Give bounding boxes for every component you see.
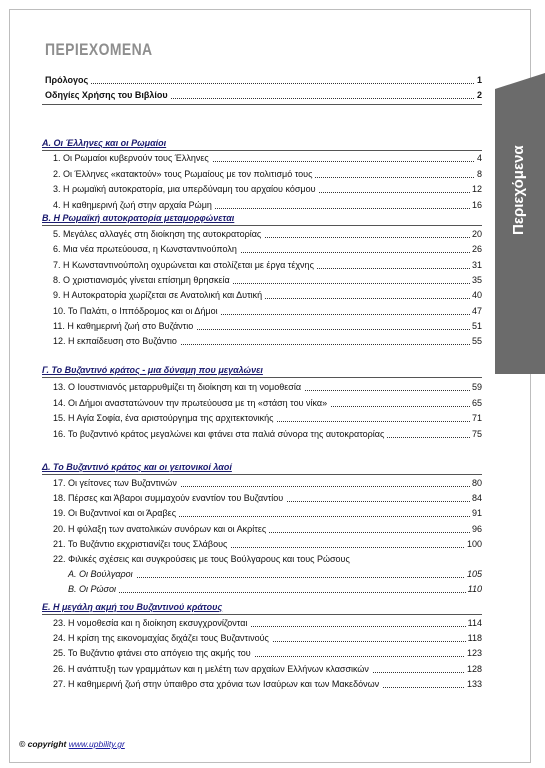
copyright-notice xyxy=(19,739,125,749)
toc-entry-label: 13. Ο Ιουστινιανός μεταρρυθμίζει τη διοίκηση και τη νομοθεσία xyxy=(53,381,304,394)
toc-page-number: 1 xyxy=(476,75,482,85)
toc-page-number: 59 xyxy=(471,382,482,392)
toc-entry[interactable] xyxy=(53,259,482,272)
toc-entry-label: 22. Φιλικές σχέσεις και συγκρούσεις με τους Βούλγαρους και τους Ρώσους xyxy=(53,553,353,566)
toc-page-number: 2 xyxy=(476,90,482,100)
toc-entry-label: Οδηγίες Χρήσης του Βιβλίου xyxy=(45,89,171,102)
toc-entry[interactable] xyxy=(45,74,482,87)
toc-entry[interactable] xyxy=(53,168,482,181)
toc-entry-label: 17. Οι γείτονες των Βυζαντινών xyxy=(53,477,180,490)
toc-page-number: 31 xyxy=(471,259,482,270)
toc-page-number: 80 xyxy=(471,478,482,488)
toc-entry[interactable] xyxy=(53,477,482,490)
toc-entry[interactable] xyxy=(53,663,482,676)
toc-sub-entry[interactable] xyxy=(68,568,482,581)
toc-page-number: 84 xyxy=(471,493,482,504)
section-heading: Γ. Το Βυζαντινό κράτος - μια δύναμη που μεγαλώνει xyxy=(42,365,263,375)
toc-entry-label: 20. Η φύλαξη των ανατολικών συνόρων και οι Ακρίτες xyxy=(53,523,269,536)
toc-page-number: 75 xyxy=(471,428,482,439)
toc-entry-label: 26. Η ανάπτυξη των γραμμάτων και η μελέτη των αρχαίων Ελλήνων κλασσικών xyxy=(53,663,372,676)
section-heading: Ε. Η μεγάλη ακμή του Βυζαντινού κράτους xyxy=(42,602,223,612)
toc-entry[interactable] xyxy=(53,647,482,660)
toc-page-number: 91 xyxy=(471,508,482,519)
toc-entry[interactable] xyxy=(53,381,482,394)
toc-entry-label: 10. Το Παλάτι, ο Ιππόδρομος και οι Δήμοι xyxy=(53,305,221,318)
section-heading: Β. Η Ρωμαϊκή αυτοκρατορία μεταμορφώνεται xyxy=(42,213,235,223)
toc-entry-label: 24. Η κρίση της εικονομαχίας διχάζει τους Βυζαντινούς xyxy=(53,632,272,645)
toc-entry-label: Α. Οι Βούλγαροι xyxy=(68,568,136,581)
toc-page-number: 40 xyxy=(471,290,482,301)
toc-entry[interactable] xyxy=(53,678,482,691)
toc-entry-label: Πρόλογος xyxy=(45,74,91,87)
section-rule xyxy=(42,150,482,151)
toc-page-number: 16 xyxy=(471,199,482,210)
toc-entry[interactable] xyxy=(53,523,482,536)
toc-entry-label: 8. Ο χριστιανισμός γίνεται επίσημη θρησκεία xyxy=(53,274,233,287)
side-tab-label: Περιεχόμενα xyxy=(510,145,527,235)
toc-page-number: 47 xyxy=(471,305,482,316)
toc-entry-label: 16. Το βυζαντινό κράτος μεγαλώνει και φτάνει στα παλιά σύνορα της αυτοκρατορίας xyxy=(53,428,387,441)
toc-entry-label: 21. Το Βυζάντιο εκχριστιανίζει τους Σλάβους xyxy=(53,538,230,551)
section-heading: Δ. Το Βυζαντινό κράτος και οι γειτονικοί λαοί xyxy=(42,462,232,472)
toc-entry[interactable] xyxy=(53,428,482,441)
toc-page-number: 26 xyxy=(471,244,482,255)
toc-entry[interactable] xyxy=(53,199,482,212)
toc-entry-label: 6. Μια νέα πρωτεύουσα, η Κωνσταντινούπολη xyxy=(53,243,240,256)
toc-entry-label: 4. Η καθημερινή ζωή στην αρχαία Ρώμη xyxy=(53,199,215,212)
toc-entry[interactable] xyxy=(53,305,482,318)
toc-entry-label: 2. Οι Έλληνες «κατακτούν» τους Ρωμαίους με τον πολιτισμό τους xyxy=(53,168,315,181)
toc-page-number: 4 xyxy=(476,153,482,163)
toc-entry[interactable] xyxy=(53,228,482,241)
toc-entry-label: 7. Η Κωνσταντινούπολη οχυρώνεται και στολίζεται με έργα τέχνης xyxy=(53,259,317,272)
toc-entry[interactable] xyxy=(45,89,482,102)
toc-entry-label: 15. Η Αγία Σοφία, ένα αριστούργημα της αρχιτεκτονικής xyxy=(53,412,276,425)
toc-dot-leader xyxy=(45,83,482,84)
toc-page-number: 133 xyxy=(466,678,482,689)
section-rule xyxy=(42,377,482,378)
toc-page-number: 110 xyxy=(467,584,482,595)
toc-entry-label: 5. Μεγάλες αλλαγές στη διοίκηση της αυτοκρατορίας xyxy=(53,228,264,241)
section-heading: Α. Οι Έλληνες και οι Ρωμαίοι xyxy=(42,138,167,148)
section-rule xyxy=(42,474,482,475)
toc-entry[interactable] xyxy=(53,492,482,505)
toc-entry-label: 23. Η νομοθεσία και η διοίκηση εκσυγχρονίζονται xyxy=(53,617,250,630)
toc-page-number: 123 xyxy=(466,648,482,659)
copyright-prefix: © copyright xyxy=(19,739,67,749)
toc-entry[interactable] xyxy=(53,152,482,165)
toc-entry[interactable] xyxy=(53,553,482,566)
toc-entry-label: 19. Οι Βυζαντινοί και οι Άραβες xyxy=(53,507,179,520)
section-rule xyxy=(42,614,482,615)
toc-entry-label: 14. Οι Δήμοι αναστατώνουν την πρωτεύουσα με τη «στάση του νίκα» xyxy=(53,397,330,410)
toc-entry[interactable] xyxy=(53,507,482,520)
toc-page-number: 71 xyxy=(471,413,482,423)
toc-page-number: 100 xyxy=(466,538,482,549)
toc-entry-label: 1. Οι Ρωμαίοι κυβερνούν τους Έλληνες xyxy=(53,152,212,165)
toc-page-number: 51 xyxy=(471,320,482,331)
toc-dot-leader xyxy=(68,592,482,593)
page-title: ΠΕΡΙΕΧΟΜΕΝΑ xyxy=(45,40,153,59)
toc-entry-label: 12. Η εκπαίδευση στο Βυζάντιο xyxy=(53,335,180,348)
divider xyxy=(42,104,482,105)
toc-entry[interactable] xyxy=(53,397,482,410)
toc-page-number: 55 xyxy=(471,336,482,347)
toc-entry-label: Β. Οι Ρώσοι xyxy=(68,583,119,596)
toc-entry-label: 11. Η καθημερινή ζωή στο Βυζάντιο xyxy=(53,320,196,333)
toc-entry-label: 27. Η καθημερινή ζωή στην ύπαιθρο στα χρόνια των Ισαύρων και των Μακεδόνων xyxy=(53,678,382,691)
toc-entry-label: 25. Το Βυζάντιο φτάνει στο απόγειο της ακμής του xyxy=(53,647,254,660)
toc-page-number: 20 xyxy=(471,229,482,239)
toc-entry[interactable] xyxy=(53,183,482,196)
toc-page-number: 65 xyxy=(471,397,482,408)
toc-entry[interactable] xyxy=(53,632,482,645)
toc-page-number: 128 xyxy=(466,663,482,674)
toc-page-number: 35 xyxy=(471,274,482,285)
copyright-link[interactable]: www.upbility.gr xyxy=(68,739,125,749)
section-rule xyxy=(42,225,482,226)
toc-entry[interactable] xyxy=(53,320,482,333)
toc-sub-entry[interactable] xyxy=(68,583,482,596)
toc-entry[interactable] xyxy=(53,274,482,287)
side-tab-notch xyxy=(495,73,545,89)
toc-entry-label: 3. Η ρωμαϊκή αυτοκρατορία, μια υπερδύναμη του αρχαίου κόσμου xyxy=(53,183,319,196)
toc-entry[interactable] xyxy=(53,335,482,348)
toc-page-number: 12 xyxy=(471,184,482,194)
toc-entry[interactable] xyxy=(53,538,482,551)
toc-page-number: 8 xyxy=(476,168,482,179)
toc-entry[interactable] xyxy=(53,243,482,256)
toc-page-number: 96 xyxy=(471,523,482,534)
toc-entry[interactable] xyxy=(53,412,482,425)
toc-page-number: 105 xyxy=(466,569,482,580)
toc-entry[interactable] xyxy=(53,289,482,302)
toc-page-number: 118 xyxy=(467,633,482,644)
toc-page-number: 114 xyxy=(467,618,482,628)
toc-entry[interactable] xyxy=(53,617,482,630)
toc-entry-label: 18. Πέρσες και Άβαροι συμμαχούν εναντίον του Βυζαντίου xyxy=(53,492,286,505)
toc-entry-label: 9. Η Αυτοκρατορία χωρίζεται σε Ανατολική και Δυτική xyxy=(53,289,265,302)
